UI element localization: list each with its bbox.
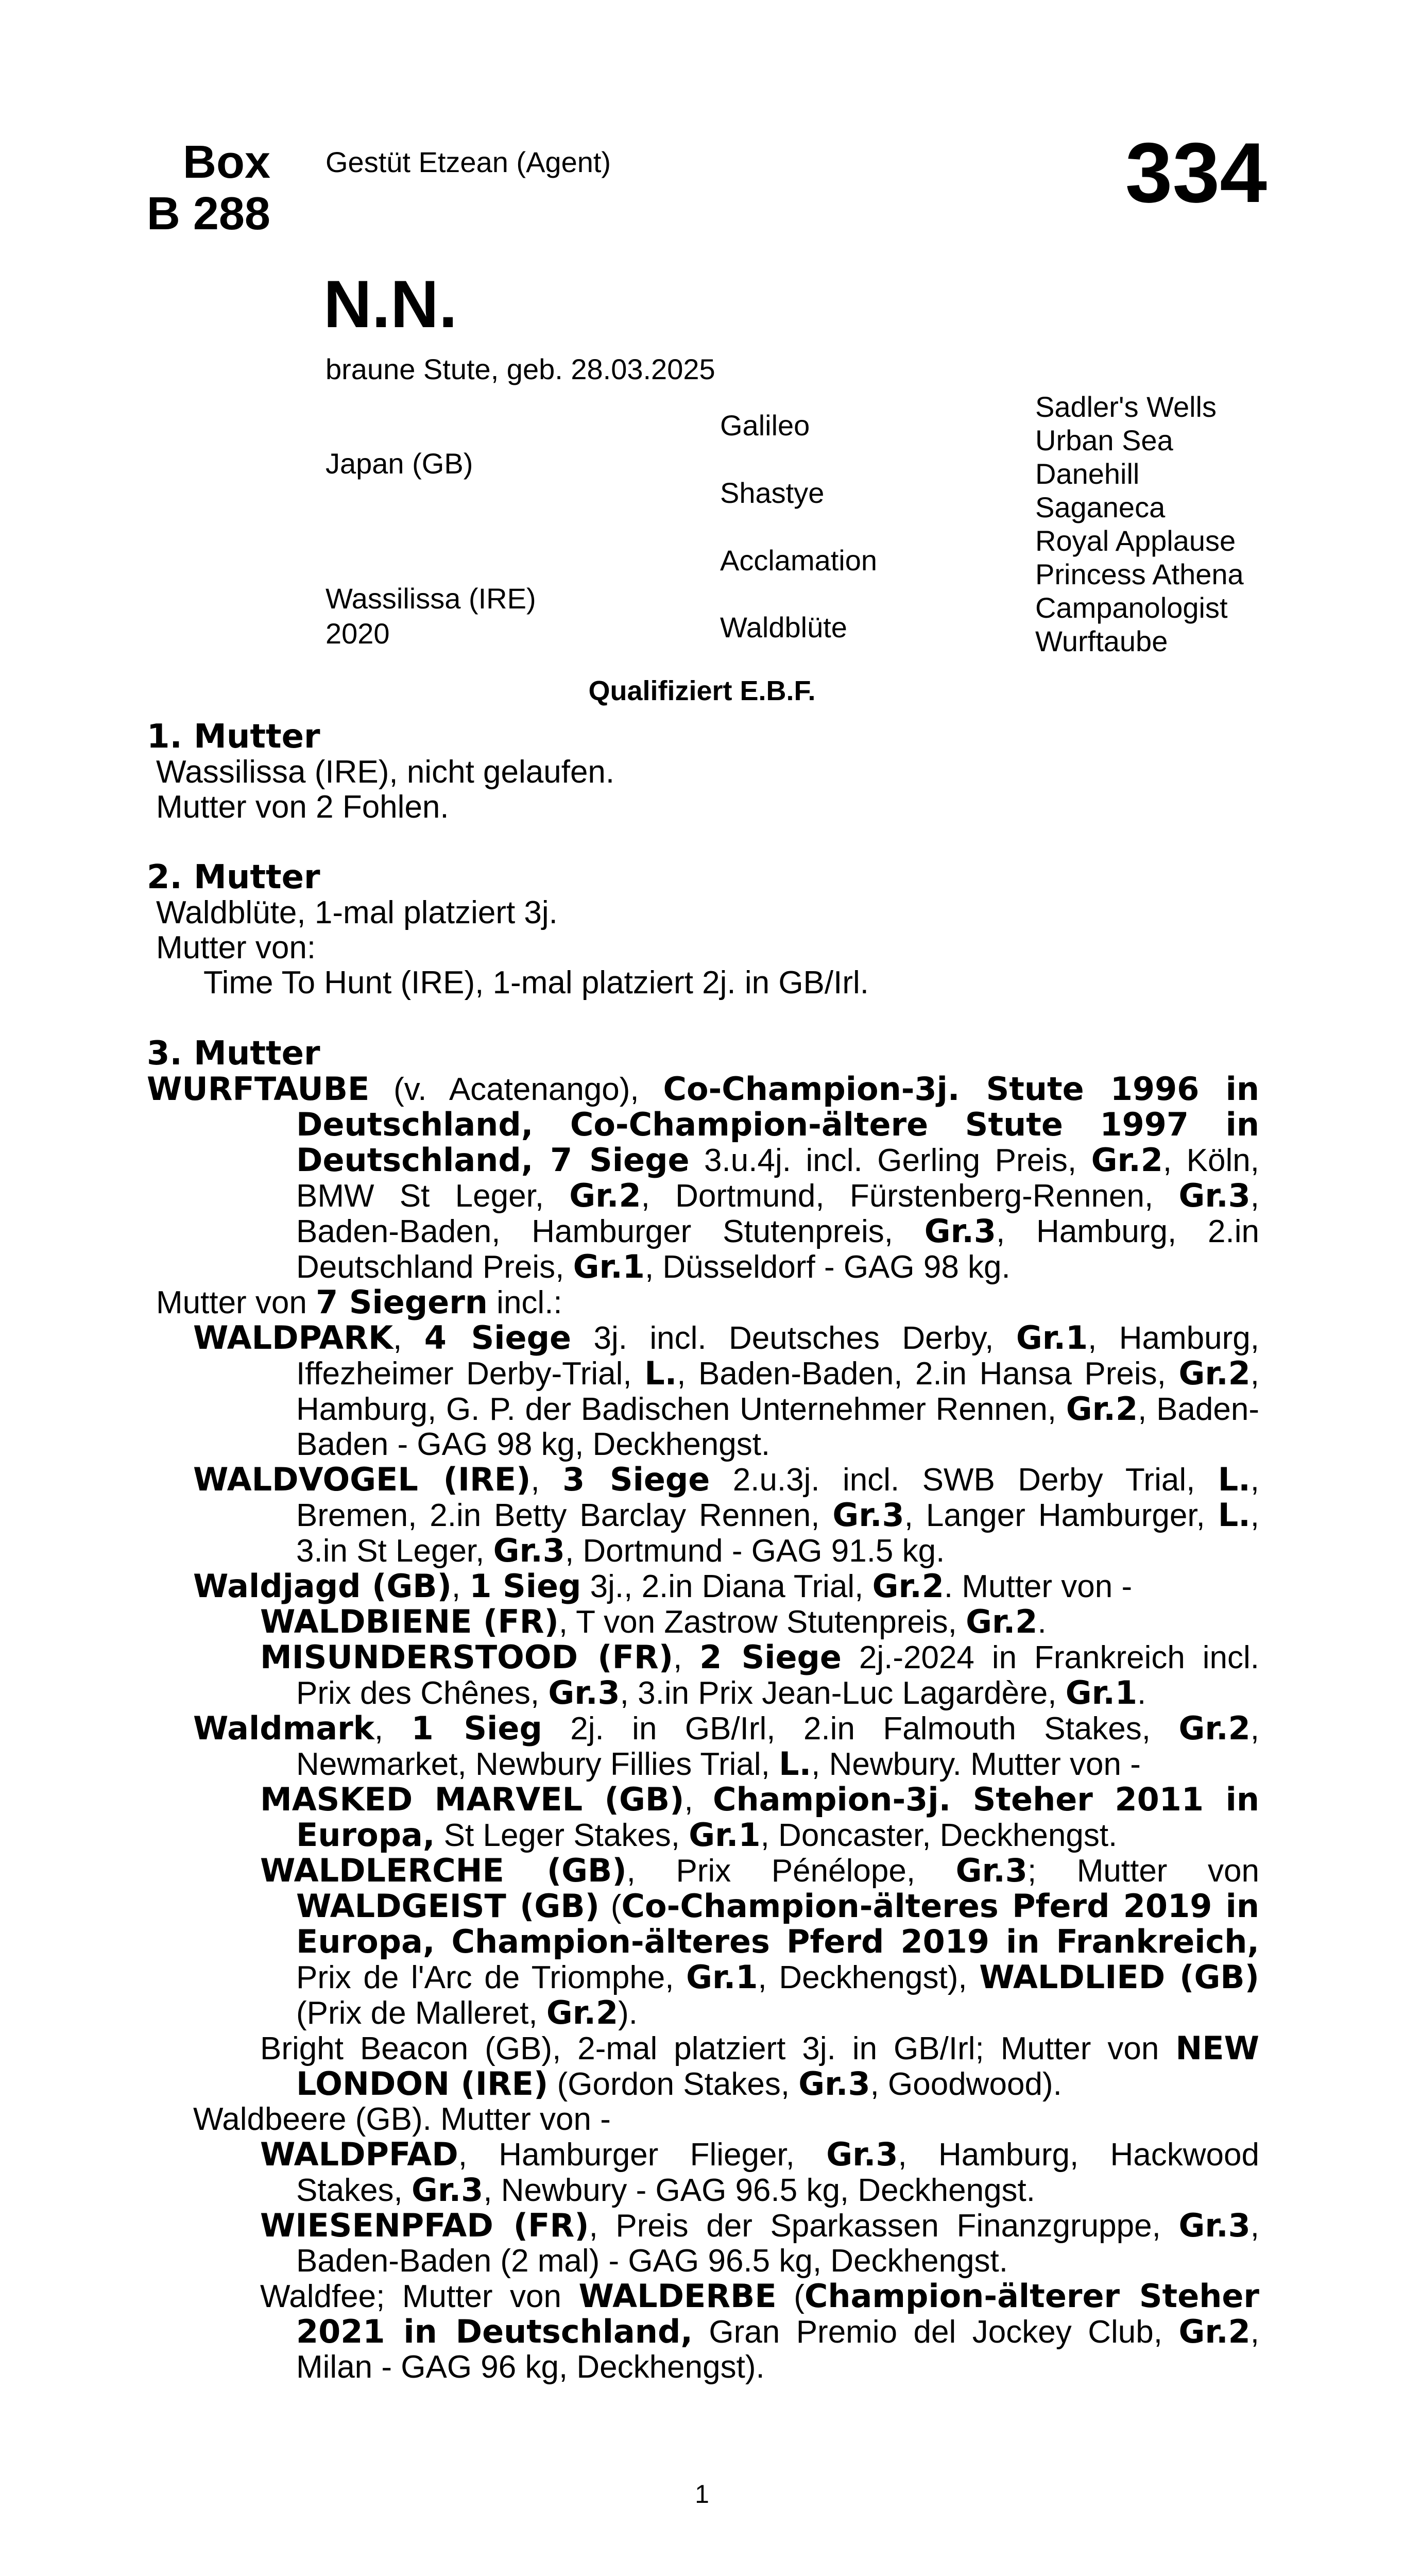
progeny-entry: [147, 1569, 1259, 1604]
bold-run: Gr.3: [955, 1852, 1028, 1889]
bold-run: 1 Sieg: [411, 1709, 542, 1747]
bold-run: Gr.3: [548, 1674, 620, 1711]
grand-progeny-entry: [147, 2031, 1259, 2102]
bold-run: Champion-älterer Steher 2021 in Deutschland,: [296, 2277, 1260, 2350]
bold-run: WALDPFAD: [260, 2136, 458, 2173]
bold-run: Gr.2: [546, 1994, 619, 2031]
text-run: , 3.in Prix Jean-Luc Lagardère,: [620, 1675, 1066, 1711]
text-run: 3.u.4j. incl. Gerling Preis,: [689, 1143, 1091, 1178]
text-run: ,: [393, 1320, 424, 1356]
box-label: [136, 137, 270, 240]
pedigree-gen2: Waldblüte: [720, 611, 847, 643]
text-run: , Hamburg, Hackwood Stakes,: [296, 2137, 1259, 2208]
text-run: Mutter von: [156, 1285, 316, 1320]
bold-run: Gr.3: [826, 2136, 898, 2173]
text-run: , Hamburg, G. P. der Badischen Unternehmer Rennen,: [296, 1356, 1259, 1427]
bold-run: MISUNDERSTOOD (FR): [260, 1638, 674, 1676]
bold-run: Co-Champion-älteres Pferd 2019 in Europa, Champion-älteres Pferd 2019 in Frankreich,: [296, 1887, 1260, 1960]
section-heading: 3. Mutter: [147, 1035, 320, 1073]
dam-entry: [147, 1072, 1259, 1285]
text-run: St Leger Stakes,: [435, 1818, 689, 1853]
bold-run: Gr.3: [924, 1212, 997, 1250]
text-run: , Köln, BMW St Leger,: [296, 1143, 1259, 1214]
dam-line: Mutter von:: [156, 930, 316, 965]
text-run: , Newmarket, Newbury Fillies Trial,: [296, 1711, 1259, 1782]
text-run: (Gordon Stakes,: [548, 2066, 799, 2102]
bold-run: WALDPARK: [193, 1319, 393, 1357]
text-run: 3j. incl. Deutsches Derby,: [571, 1320, 1016, 1356]
grand-progeny-entry: [147, 1640, 1259, 1711]
text-run: ; Mutter von: [1027, 1853, 1259, 1889]
bold-run: Gr.3: [1178, 1177, 1251, 1214]
pedigree-gen3: Royal Applause: [1035, 524, 1236, 557]
bold-run: L.: [1218, 1496, 1251, 1534]
text-run: (Prix de Malleret,: [296, 1995, 546, 2031]
text-run: ,: [451, 1569, 470, 1604]
progeny-intro: [147, 1285, 1259, 1320]
dam-line: Mutter von 2 Fohlen.: [156, 789, 449, 825]
text-run: incl.:: [487, 1285, 562, 1320]
text-run: , 3.in St Leger,: [296, 1498, 1259, 1569]
bold-run: MASKED MARVEL (GB): [260, 1781, 684, 1818]
progeny-entry: [147, 2102, 1259, 2137]
bold-run: WALDVOGEL (IRE): [193, 1461, 531, 1498]
text-run: , Dortmund - GAG 91.5 kg.: [564, 1533, 945, 1569]
bold-run: WALDLERCHE (GB): [260, 1852, 627, 1889]
text-run: , Baden-Baden, Hamburger Stutenpreis,: [296, 1178, 1259, 1249]
pedigree-gen3: Wurftaube: [1035, 625, 1168, 657]
bold-run: Gr.1: [689, 1816, 761, 1854]
pedigree-gen3: Campanologist: [1035, 591, 1228, 624]
bold-run: WALDGEIST (GB): [296, 1887, 600, 1925]
bold-run: L.: [1218, 1461, 1251, 1498]
text-run: (: [599, 1889, 622, 1924]
bold-run: Gr.1: [686, 1958, 758, 1996]
section-heading: 1. Mutter: [147, 718, 320, 756]
grand-progeny-entry: [147, 2137, 1259, 2208]
bold-run: Gr.3: [798, 2065, 870, 2103]
bold-run: Gr.2: [1178, 2313, 1251, 2350]
text-run: , Dortmund, Fürstenberg-Rennen,: [641, 1178, 1179, 1214]
grand-progeny-entry: [147, 1782, 1259, 1853]
pedigree-gen2: Acclamation: [720, 544, 878, 577]
dam-line: Wassilissa (IRE), nicht gelaufen.: [156, 754, 615, 790]
text-run: .: [1137, 1675, 1146, 1711]
text-run: (v. Acatenango),: [369, 1072, 663, 1107]
bold-run: Co-Champion-3j. Stute 1996 in Deutschland, Co-Champion-ältere Stute 1997 in Deutschland, 7 Siege: [296, 1070, 1259, 1179]
bold-run: L.: [779, 1745, 812, 1783]
bold-run: Gr.2: [1091, 1141, 1163, 1179]
pedigree-gen3: Urban Sea: [1035, 424, 1173, 456]
text-run: 3j., 2.in Diana Trial,: [581, 1569, 872, 1604]
section-first-dam: [147, 719, 1259, 825]
text-run: , Bremen, 2.in Betty Barclay Rennen,: [296, 1462, 1260, 1533]
section-heading: 2. Mutter: [147, 858, 320, 896]
bold-run: WURFTAUBE: [147, 1070, 370, 1108]
horse-name: N.N.: [323, 266, 457, 342]
pedigree-gen3: Sadler's Wells: [1035, 391, 1217, 423]
bold-run: Waldjagd (GB): [193, 1567, 452, 1605]
text-run: ,: [673, 1640, 700, 1675]
dam-line: Waldblüte, 1-mal platziert 3j.: [156, 895, 558, 930]
bold-run: Gr.2: [1178, 1354, 1251, 1392]
text-run: , Hamburg, Iffezheimer Derby-Trial,: [296, 1320, 1260, 1392]
text-run: .: [1037, 1604, 1047, 1640]
text-run: , Hamburg, 2.in Deutschland Preis,: [296, 1214, 1259, 1285]
pedigree-dam: Wassilissa (IRE): [326, 582, 536, 615]
grand-progeny-entry: [147, 1604, 1259, 1640]
text-run: (: [776, 2279, 804, 2314]
bold-run: L.: [644, 1354, 677, 1392]
bold-run: WALDBIENE (FR): [260, 1603, 559, 1640]
text-run: , Hamburger Flieger,: [458, 2137, 827, 2173]
pedigree-gen2: Galileo: [720, 409, 810, 442]
bold-run: Gr.3: [1178, 2207, 1251, 2244]
bold-run: 4 Siege: [424, 1319, 572, 1357]
bold-run: 7 Siegern: [316, 1283, 488, 1321]
bold-run: 3 Siege: [562, 1461, 710, 1498]
text-run: ,: [530, 1462, 563, 1498]
text-run: ,: [374, 1711, 412, 1747]
bold-run: Champion-3j. Steher 2011 in Europa,: [296, 1781, 1260, 1854]
bold-run: Gr.2: [569, 1177, 641, 1214]
bold-run: Waldmark: [193, 1709, 374, 1747]
qualification: Qualifiziert E.B.F.: [588, 675, 816, 706]
text-run: Waldfee; Mutter von: [260, 2279, 579, 2314]
bold-run: 2 Siege: [699, 1638, 842, 1676]
progeny-entry: [147, 1320, 1259, 1462]
text-run: 2.u.3j. incl. SWB Derby Trial,: [710, 1462, 1218, 1498]
text-run: Waldbeere (GB). Mutter von -: [193, 2102, 611, 2137]
bold-run: Gr.3: [832, 1496, 904, 1534]
text-run: 2j. in GB/Irl, 2.in Falmouth Stakes,: [542, 1711, 1179, 1747]
pedigree-dam-year: 2020: [326, 617, 390, 650]
bold-run: Gr.2: [966, 1603, 1038, 1640]
text-run: , Deckhengst),: [758, 1960, 980, 1995]
pedigree-gen2: Shastye: [720, 477, 825, 509]
text-run: 2j.-2024 in Frankreich incl. Prix des Chênes,: [296, 1640, 1259, 1711]
bold-run: Gr.1: [1016, 1319, 1088, 1357]
text-run: , Milan - GAG 96 kg, Deckhengst).: [296, 2314, 1259, 2385]
text-run: Bright Beacon (GB), 2-mal platziert 3j. in GB/Irl; Mutter von: [260, 2031, 1176, 2066]
grand-progeny-entry: [147, 2208, 1259, 2279]
text-run: , Newbury - GAG 96.5 kg, Deckhengst.: [483, 2173, 1036, 2208]
pedigree-gen3: Danehill: [1035, 457, 1140, 490]
horse-description: braune Stute, geb. 28.03.2025: [326, 353, 715, 385]
section-second-dam: [147, 859, 1259, 1001]
section-third-dam: [147, 1036, 1259, 2385]
text-run: Prix de l'Arc de Triomphe,: [296, 1960, 687, 1995]
text-run: , Baden-Baden - GAG 98 kg, Deckhengst.: [296, 1392, 1259, 1462]
text-run: , Newbury. Mutter von -: [811, 1747, 1141, 1782]
text-run: , Düsseldorf - GAG 98 kg.: [644, 1249, 1011, 1285]
text-run: ,: [684, 1782, 713, 1818]
progeny-line: Time To Hunt (IRE), 1-mal platziert 2j. in GB/Irl.: [203, 965, 869, 1001]
text-run: , Doncaster, Deckhengst.: [760, 1818, 1118, 1853]
bold-run: Gr.3: [493, 1532, 565, 1569]
progeny-entry: [147, 1462, 1259, 1569]
text-run: . Mutter von -: [944, 1569, 1133, 1604]
page-number: 1: [695, 2480, 709, 2509]
bold-run: WIESENPFAD (FR): [260, 2207, 589, 2244]
bold-run: Gr.3: [412, 2171, 484, 2209]
text-run: , Goodwood).: [870, 2066, 1062, 2102]
text-run: Gran Premio del Jockey Club,: [692, 2314, 1179, 2350]
text-run: , Baden-Baden, 2.in Hansa Preis,: [677, 1356, 1179, 1392]
lot-number: 334: [1125, 125, 1267, 220]
box-number: B 288: [146, 188, 270, 240]
text-run: , Prix Pénélope,: [626, 1853, 956, 1889]
pedigree-gen3: Saganeca: [1035, 491, 1166, 523]
grand-progeny-entry: [147, 1853, 1259, 2031]
bold-run: NEW LONDON (IRE): [296, 2029, 1259, 2103]
text-run: ).: [618, 1995, 638, 2031]
bold-run: Gr.2: [872, 1567, 944, 1605]
pedigree-gen3: Princess Athena: [1035, 558, 1244, 590]
bold-run: Gr.1: [573, 1248, 645, 1285]
seller: Gestüt Etzean (Agent): [326, 146, 611, 178]
grand-progeny-entry: [147, 2279, 1259, 2385]
bold-run: Gr.1: [1065, 1674, 1138, 1711]
text-run: , Preis der Sparkassen Finanzgruppe,: [589, 2208, 1179, 2244]
progeny-entry: [147, 1711, 1259, 1782]
bold-run: Gr.2: [1066, 1390, 1138, 1428]
box-line-1: Box: [182, 137, 270, 188]
text-run: , Baden-Baden (2 mal) - GAG 96.5 kg, Deckhengst.: [296, 2208, 1259, 2279]
bold-run: WALDERBE: [578, 2277, 777, 2315]
bold-run: WALDLIED (GB): [979, 1958, 1259, 1996]
text-run: , Langer Hamburger,: [904, 1498, 1218, 1533]
text-run: , T von Zastrow Stutenpreis,: [558, 1604, 966, 1640]
pedigree-sire: Japan (GB): [326, 447, 473, 480]
bold-run: 1 Sieg: [469, 1567, 581, 1605]
bold-run: Gr.2: [1178, 1709, 1251, 1747]
